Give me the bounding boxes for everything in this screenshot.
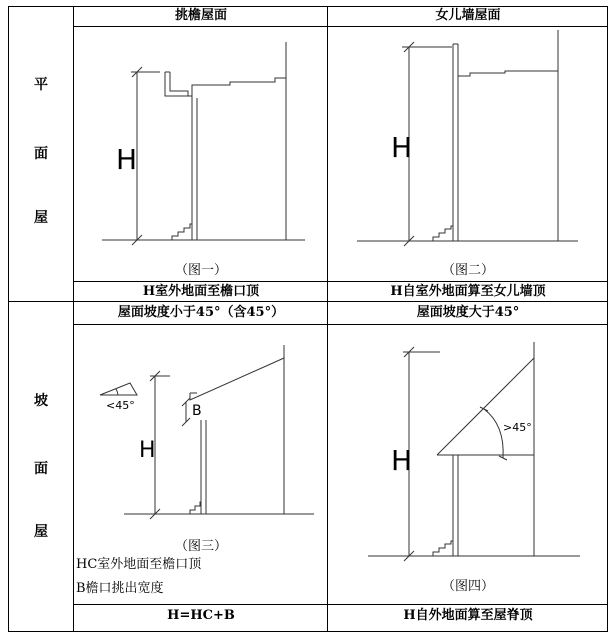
row-label-slope-3: 屋 [34,524,48,540]
row-label-flat-2: 面 [34,146,48,162]
fig4-angle-label: >45° [503,421,532,434]
header-slope-less: 屋面坡度小于45°（含45°） [117,305,285,320]
fig3-note-line1: HC室外地面至檐口顶 [76,557,202,572]
fig3-formula: H=HC+B [167,608,235,623]
header-cornice-roof: 挑檐屋面 [174,8,228,23]
row-label-slope-1: 坡 [34,393,48,409]
fig2-h-label: H [391,131,413,164]
header-parapet-roof: 女儿墙屋面 [435,8,501,23]
fig4-note: H自外地面算至屋脊顶 [403,608,533,623]
figure-3-drawing [100,345,314,519]
fig3-h-label: H [139,438,156,463]
fig3-caption: （图三） [174,539,228,554]
fig3-b-label: B [192,403,202,419]
fig4-h-label: H [391,444,413,477]
fig4-caption: （图四） [441,579,495,594]
fig3-note-line2: B檐口挑出宽度 [76,581,164,596]
fig1-note: H室外地面至檐口顶 [142,284,260,299]
fig3-angle-label: <45° [106,399,135,412]
fig2-caption: （图二） [441,263,495,278]
fig1-caption: （图一） [174,263,228,278]
fig1-h-label: H [116,143,138,176]
row-label-slope-2: 面 [34,461,48,477]
fig2-note: H自室外地面算至女儿墙顶 [390,284,546,299]
row-label-flat-1: 平 [34,77,48,93]
header-slope-greater: 屋面坡度大于45° [416,305,520,320]
row-label-flat-3: 屋 [34,210,48,226]
